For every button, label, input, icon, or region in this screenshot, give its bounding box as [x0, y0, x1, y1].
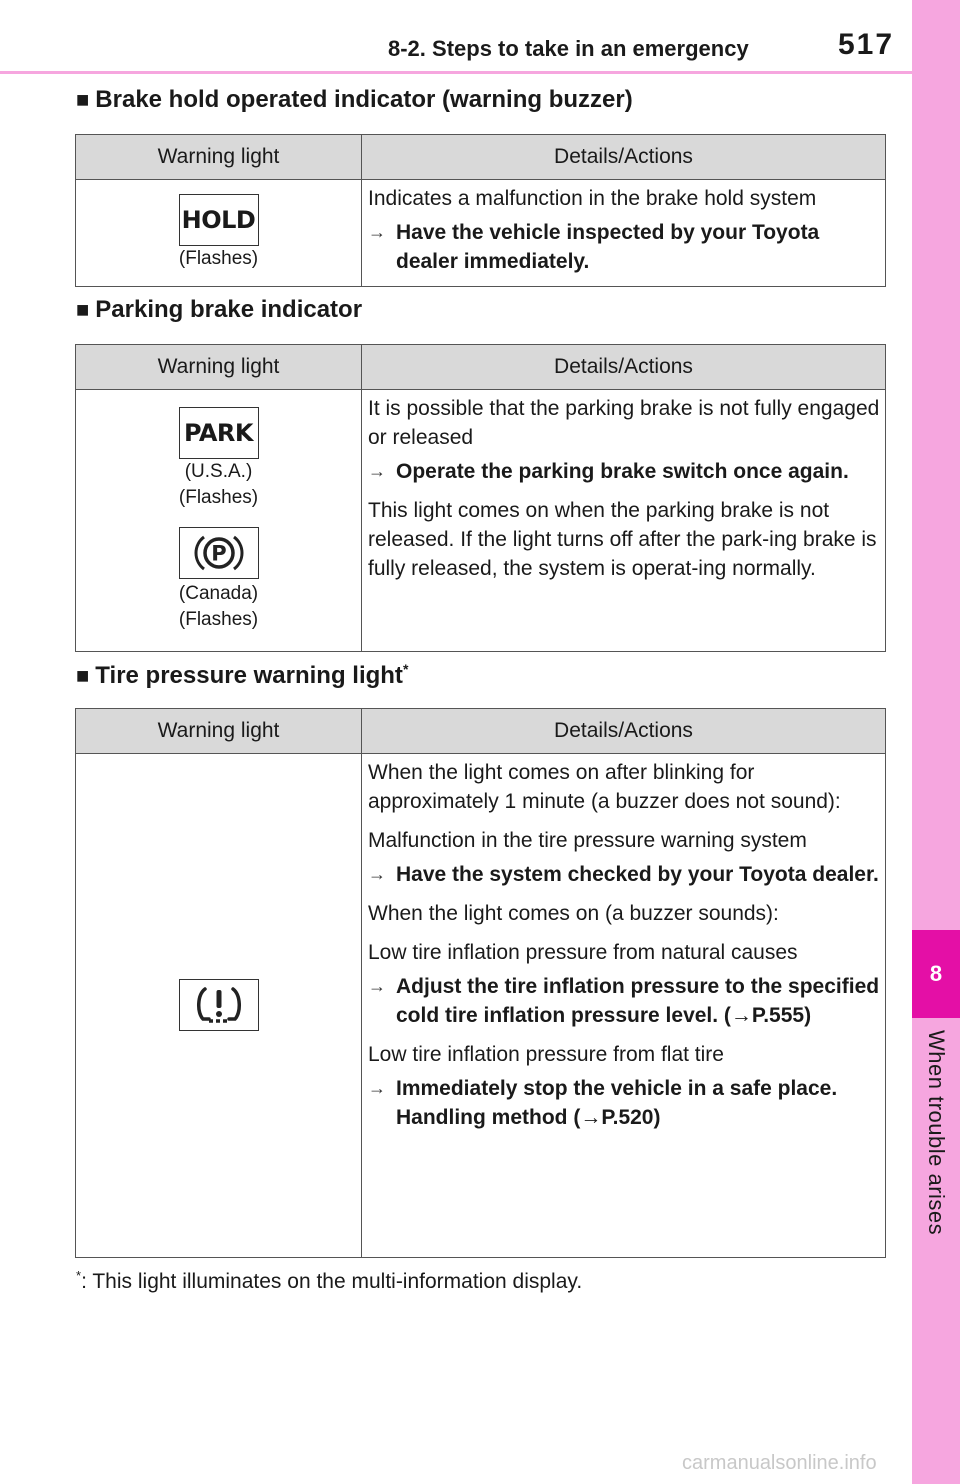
header-rule [0, 71, 912, 74]
square-bullet-icon: ■ [76, 87, 90, 112]
col-header-details: Details/Actions [362, 345, 886, 390]
icon-caption: (Flashes) [178, 248, 259, 269]
detail-text: When the light comes on after blinking for approximately 1 minute (a buzzer does not sound): [368, 761, 841, 813]
action-item: → Operate the parking brake switch once again. [368, 457, 881, 486]
detail-text: This light comes on when the parking brake is not released. If the light turns off after the park-ing brake is fully released, the system is operat-ing normally. [368, 499, 877, 580]
brake-hold-table [75, 134, 886, 287]
arrow-icon: → [368, 222, 386, 242]
arrow-icon: → [368, 864, 386, 884]
park-icon: PARK [179, 407, 259, 459]
action-item: → Adjust the tire inflation pressure to the specified cold tire inflation pressure level. (→P.555) [368, 972, 881, 1030]
svg-text:P: P [210, 541, 227, 566]
warning-light-cell [76, 390, 362, 652]
section-title-tire-pressure: ■ Tire pressure warning light* [76, 661, 409, 689]
icon-caption: (U.S.A.) [184, 461, 253, 482]
chapter-number-badge: 8 [912, 930, 960, 1018]
square-bullet-icon: ■ [76, 297, 90, 322]
icon-caption: (Flashes) [178, 487, 259, 508]
parking-brake-table [75, 344, 886, 652]
detail-text: It is possible that the parking brake is not fully engaged or released [368, 397, 880, 449]
detail-text: When the light comes on (a buzzer sounds): [368, 902, 779, 925]
icon-caption: (Canada) [178, 583, 259, 604]
details-cell [362, 390, 886, 652]
col-header-details: Details/Actions [362, 135, 886, 180]
details-cell [362, 754, 886, 1258]
col-header-details: Details/Actions [362, 709, 886, 754]
arrow-icon: → [368, 976, 386, 996]
watermark: carmanualsonline.info [682, 1452, 877, 1474]
action-item: → Have the system checked by your Toyota dealer. [368, 860, 881, 889]
detail-text: Low tire inflation pressure from natural causes [368, 941, 798, 964]
tire-pressure-table [75, 708, 886, 1258]
page-number: 517 [838, 28, 895, 61]
col-header-warning-light: Warning light [76, 345, 362, 390]
action-item: → Have the vehicle inspected by your Toyota dealer immediately. [368, 218, 881, 276]
section-title-brake-hold: ■ Brake hold operated indicator (warning buzzer) [76, 86, 633, 113]
chapter-title: When trouble arises [924, 1030, 949, 1236]
arrow-icon: → [368, 461, 386, 481]
chapter-side-tab [912, 0, 960, 1484]
detail-text: Indicates a malfunction in the brake hold system [368, 187, 817, 210]
warning-light-cell [76, 180, 362, 287]
col-header-warning-light: Warning light [76, 135, 362, 180]
details-cell [362, 180, 886, 287]
icon-caption: (Flashes) [178, 609, 259, 630]
footnote: *: This light illuminates on the multi-information display. [76, 1268, 583, 1293]
arrow-icon: → [368, 1078, 386, 1098]
section-header-title: 8-2. Steps to take in an emergency [388, 36, 749, 61]
page-header [0, 0, 912, 72]
detail-text: Low tire inflation pressure from flat tire [368, 1043, 724, 1066]
col-header-warning-light: Warning light [76, 709, 362, 754]
square-bullet-icon: ■ [76, 663, 90, 688]
tire-pressure-icon [179, 979, 259, 1031]
warning-light-cell [76, 754, 362, 1258]
action-item: → Immediately stop the vehicle in a safe place. Handling method (→P.520) [368, 1074, 881, 1132]
hold-icon: HOLD [179, 194, 259, 246]
circle-p-icon [179, 527, 259, 579]
section-title-parking-brake: ■ Parking brake indicator [76, 296, 363, 323]
detail-text: Malfunction in the tire pressure warning system [368, 829, 807, 852]
